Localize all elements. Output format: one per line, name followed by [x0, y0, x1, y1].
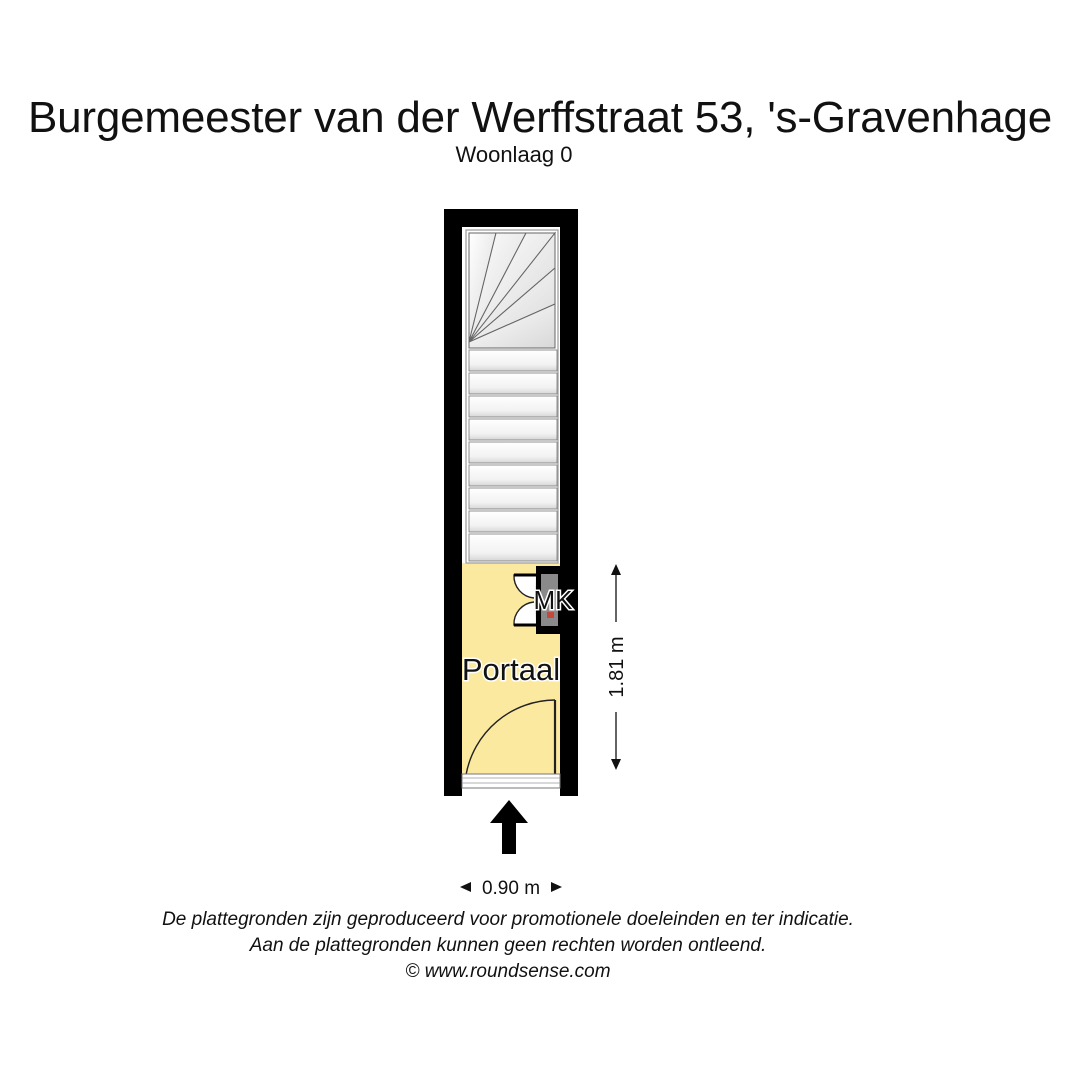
portaal-label: Portaal — [461, 652, 561, 687]
staircase — [466, 230, 558, 563]
disclaimer-line-1: De plattegronden zijn geproduceerd voor promotionele doeleinden en ter indicatie. — [162, 909, 854, 930]
page-title: Burgemeester van der Werffstraat 53, 's-Gravenhage — [28, 93, 1052, 142]
disclaimer-line-2: Aan de plattegronden kunnen geen rechten worden ontleend. — [249, 935, 767, 956]
width-dimension-label: 0.90 m — [481, 878, 541, 899]
entrance-arrow-icon — [490, 800, 528, 854]
floor-level-subtitle: Woonlaag 0 — [455, 142, 573, 167]
meterkast-label: MK — [533, 585, 573, 615]
copyright-line: © www.roundsense.com — [405, 961, 611, 982]
height-dimension-label: 1.81 m — [606, 636, 628, 698]
